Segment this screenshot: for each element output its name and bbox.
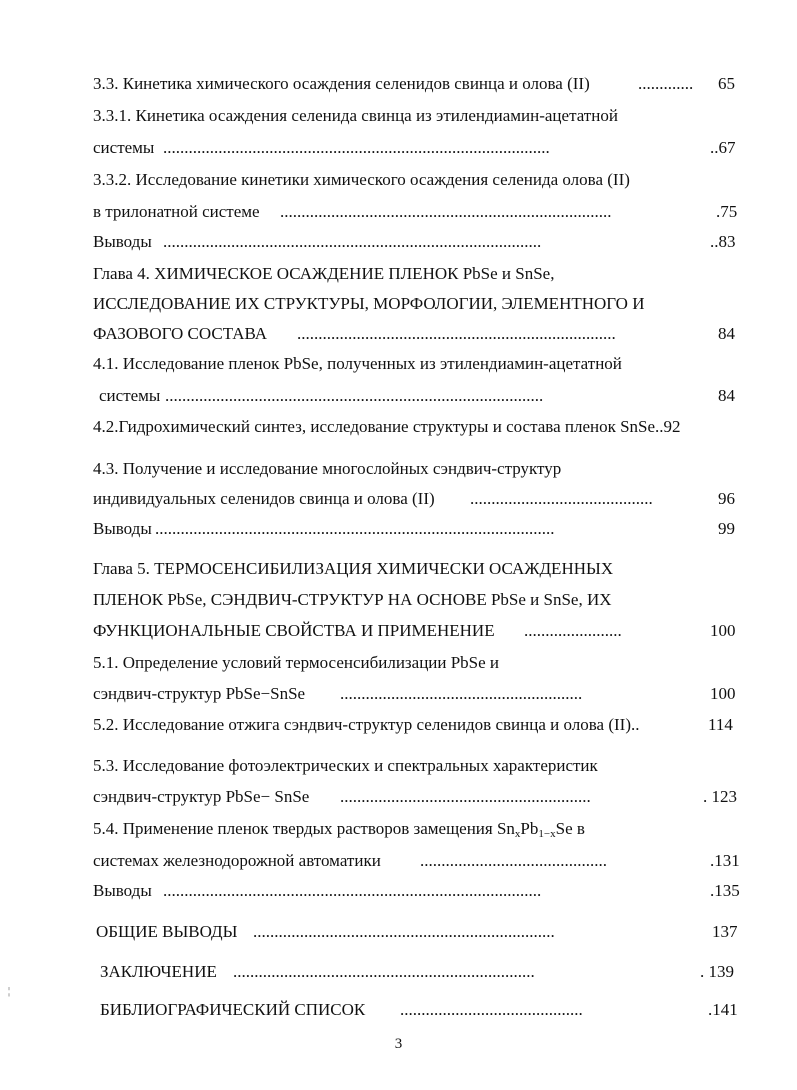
toc-bibliography[interactable]	[0, 996, 797, 1024]
page-ref: .141	[708, 1000, 738, 1019]
leader-dots: .......................	[524, 621, 622, 640]
chapter-title: ФАЗОВОГО СОСТАВА	[93, 324, 268, 343]
toc-chapter-4[interactable]	[0, 260, 797, 288]
toc-general-conclusions[interactable]	[0, 918, 797, 946]
leader-dots: ...........................................................................	[297, 324, 616, 343]
toc-entry-5-1-cont[interactable]	[0, 680, 797, 708]
entry-title: ОБЩИЕ ВЫВОДЫ	[96, 922, 238, 941]
chapter-title: Глава 4. ХИМИЧЕСКОЕ ОСАЖДЕНИЕ ПЛЕНОК PbSe и SnSe,	[93, 264, 555, 283]
toc-entry-5-1[interactable]	[0, 649, 797, 677]
page-ref: 99	[718, 519, 735, 538]
toc-chapter-4-cont[interactable]	[0, 320, 797, 348]
toc-entry-5-4[interactable]	[0, 815, 797, 843]
page-ref: 84	[718, 386, 735, 405]
toc-entry-ch5-conclusions[interactable]	[0, 877, 797, 905]
entry-title: 3.3.2. Исследование кинетики химического осаждения селенида олова (II)	[93, 170, 630, 189]
toc-entry-4-2[interactable]	[0, 413, 797, 441]
leader-dots: ...........................................	[400, 1000, 583, 1019]
toc-chapter-4-cont[interactable]	[0, 290, 797, 318]
entry-title: сэндвич-структур PbSe− SnSe	[93, 787, 310, 806]
leader-dots: .........................................................................................	[163, 232, 542, 251]
page-ref: 84	[718, 324, 735, 343]
page-ref: ..83	[710, 232, 736, 251]
entry-title: системы	[99, 386, 161, 405]
leader-dots: .............	[638, 74, 694, 93]
entry-title: системах железнодорожной автоматики	[93, 851, 381, 870]
leader-dots: ...........................................................	[340, 787, 591, 806]
toc-entry-3-3-2-cont[interactable]	[0, 198, 797, 226]
leader-dots: ...........................................................................................	[163, 138, 550, 157]
subscript-1-x: 1−x	[538, 828, 556, 840]
toc-chapter-5-cont[interactable]	[0, 586, 797, 614]
entry-title: 5.2. Исследование отжига сэндвич-структур селенидов свинца и олова (II)..	[93, 715, 640, 734]
toc-entry-3-3-1-cont[interactable]	[0, 134, 797, 162]
toc-entry-ch4-conclusions[interactable]	[0, 515, 797, 543]
chapter-title: ПЛЕНОК PbSe, СЭНДВИЧ-СТРУКТУР НА ОСНОВЕ PbSe и SnSe, ИХ	[93, 590, 612, 609]
leader-dots: ............................................	[420, 851, 607, 870]
leader-dots: ..............................................................................................	[155, 519, 555, 538]
entry-title-part: 5.4. Применение пленок твердых растворов замещения Sn	[93, 819, 515, 838]
entry-title: Выводы	[93, 881, 152, 900]
page-ref: .131	[710, 851, 740, 870]
toc-entry-5-3[interactable]	[0, 752, 797, 780]
leader-dots: .......................................................................	[253, 922, 555, 941]
leader-dots: .......................................................................	[233, 962, 535, 981]
entry-title: системы	[93, 138, 155, 157]
toc-entry-3-3-1[interactable]	[0, 102, 797, 130]
toc-entry-3-3[interactable]	[0, 70, 797, 98]
toc-chapter-5-cont[interactable]	[0, 617, 797, 645]
page-ref: .75	[716, 202, 738, 221]
page-number: 3	[394, 1036, 403, 1052]
toc-entry-5-4-cont[interactable]	[0, 847, 797, 875]
entry-title: ЗАКЛЮЧЕНИЕ	[100, 962, 217, 981]
page-ref: 65	[718, 74, 735, 93]
entry-title: 3.3. Кинетика химического осаждения селенидов свинца и олова (II)	[93, 74, 590, 93]
subscript-x: x	[514, 828, 521, 840]
toc-entry-4-1[interactable]	[0, 350, 797, 378]
entry-title	[93, 815, 585, 843]
chapter-title: ИССЛЕДОВАНИЕ ИХ СТРУКТУРЫ, МОРФОЛОГИИ, ЭЛЕМЕНТНОГО И	[93, 294, 645, 313]
margin-mark: ¦	[8, 986, 11, 997]
entry-title: 4.2.Гидрохимический синтез, исследование структуры и состава пленок SnSe..92	[93, 417, 681, 436]
page-ref: 96	[718, 489, 735, 508]
entry-title: сэндвич-структур PbSe−SnSe	[93, 684, 306, 703]
toc-chapter-5[interactable]	[0, 555, 797, 583]
page-ref: ..67	[710, 138, 736, 157]
page-ref: . 139	[700, 962, 734, 981]
entry-title: в трилонатной системе	[93, 202, 260, 221]
toc-entry-4-3[interactable]	[0, 455, 797, 483]
toc-entry-3-3-2[interactable]	[0, 166, 797, 194]
leader-dots: .........................................................................................	[165, 386, 544, 405]
toc-entry-5-3-cont[interactable]	[0, 783, 797, 811]
entry-title: 5.1. Определение условий термосенсибилизации PbSe и	[93, 653, 500, 672]
leader-dots: ..............................................................................	[280, 202, 612, 221]
page-ref: 137	[712, 922, 738, 941]
chapter-title: ФУНКЦИОНАЛЬНЫЕ СВОЙСТВА И ПРИМЕНЕНИЕ	[93, 621, 495, 640]
entry-title: БИБЛИОГРАФИЧЕСКИЙ СПИСОК	[100, 1000, 366, 1019]
toc-entry-ch3-conclusions[interactable]	[0, 228, 797, 256]
entry-title: 4.3. Получение и исследование многослойных сэндвич-структур	[93, 459, 562, 478]
page-ref: 100	[710, 684, 736, 703]
toc-entry-4-1-cont[interactable]	[0, 382, 797, 410]
entry-title: 3.3.1. Кинетика осаждения селенида свинца из этилендиамин-ацетатной	[93, 106, 618, 125]
entry-title: 4.1. Исследование пленок PbSe, полученных из этилендиамин-ацетатной	[93, 354, 622, 373]
leader-dots: .........................................................................................	[163, 881, 542, 900]
page-ref: . 123	[703, 787, 737, 806]
toc-entry-5-2[interactable]	[0, 711, 797, 739]
page-ref: 100	[710, 621, 736, 640]
leader-dots: ...........................................	[470, 489, 653, 508]
entry-title: индивидуальных селенидов свинца и олова (II)	[93, 489, 435, 508]
entry-title: Выводы	[93, 519, 152, 538]
page-ref: .135	[710, 881, 740, 900]
page-ref: 114	[708, 715, 733, 734]
entry-title: Выводы	[93, 232, 152, 251]
entry-title-part: Se в	[555, 819, 585, 838]
entry-title: 5.3. Исследование фотоэлектрических и спектральных характеристик	[93, 756, 598, 775]
toc-entry-4-3-cont[interactable]	[0, 485, 797, 513]
entry-title-part: Pb	[520, 819, 539, 838]
toc-conclusion[interactable]	[0, 958, 797, 986]
leader-dots: .........................................................	[340, 684, 583, 703]
chapter-title: Глава 5. ТЕРМОСЕНСИБИЛИЗАЦИЯ ХИМИЧЕСКИ ОСАЖДЕННЫХ	[93, 559, 614, 578]
